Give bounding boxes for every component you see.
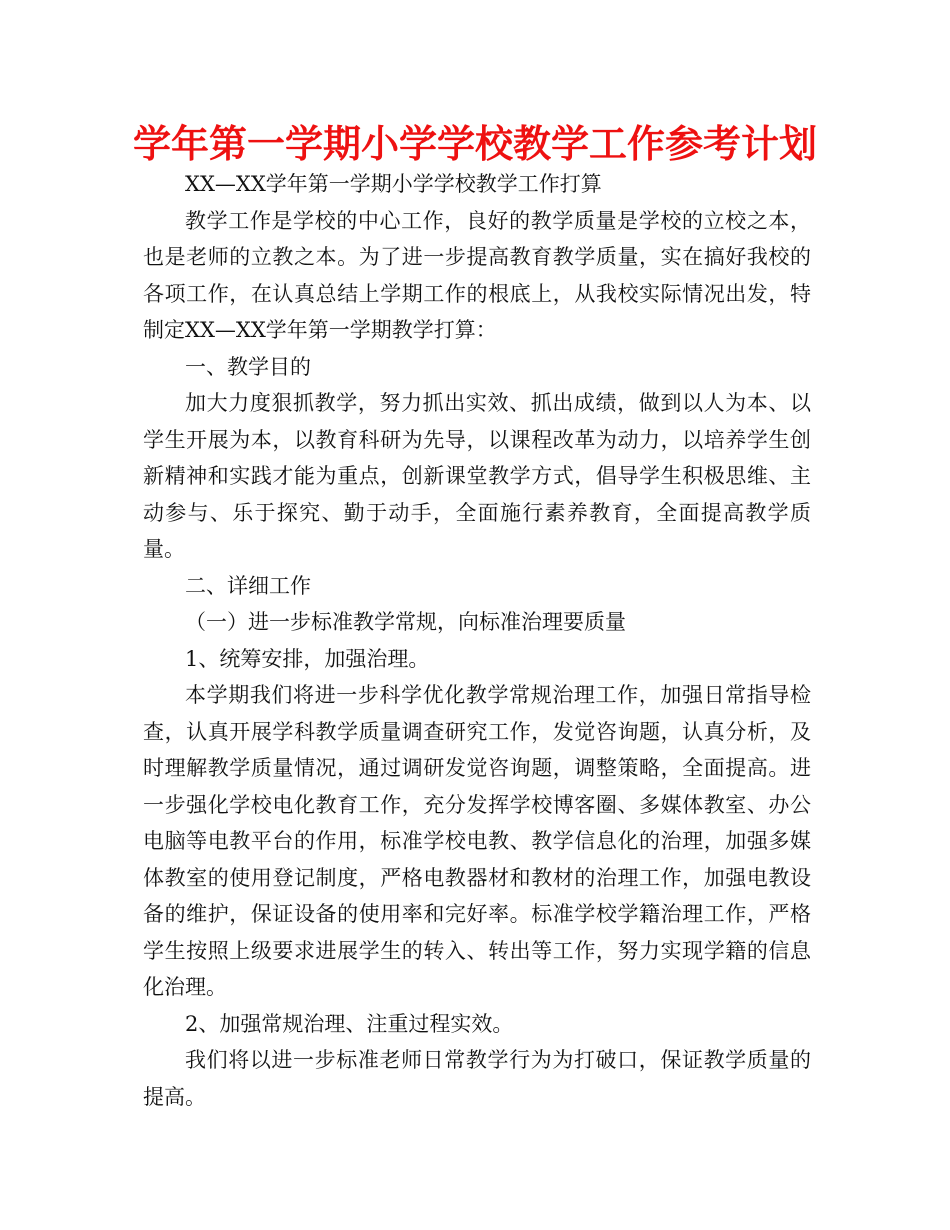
section-heading-1: 一、教学目的: [185, 354, 311, 379]
item-heading-2: 2、加强常规治理、注重过程实效。: [185, 1011, 514, 1036]
item-heading-1: 1、统筹安排，加强治理。: [185, 646, 430, 671]
document-title: 学年第一学期小学学校教学工作参考计划: [132, 122, 817, 166]
document-body: [143, 166, 811, 1115]
subsection-heading: （一）进一步标准教学常规，向标准治理要质量: [185, 610, 626, 634]
subtitle-paragraph: XX—XX学年第一学期小学学校教学工作打算: [185, 172, 602, 196]
body-paragraph: 本学期我们将进一步科学优化教学常规治理工作，加强日常指导检查，认真开展学科教学质量调查研究工作，发觉咨询题，认真分析，及时理解教学质量情况，通过调研发觉咨询题，调整策略，全面提高。进一步强化学校电化教育工作，充分发挥学校博客圈、多媒体教室、办公电脑等电教平台的作用，标准学校电教、教学信息化的治理，加强多媒体教室的使用登记制度，严格电教器材和教材的治理工作，加强电教设备的维护，保证设备的使用率和完好率。标准学校学籍治理工作，严格学生按照上级要求进展学生的转入、转出等工作，努力实现学籍的信息化治理。: [143, 683, 811, 999]
section-heading-2: 二、详细工作: [185, 573, 311, 598]
intro-paragraph: 教学工作是学校的中心工作，良好的教学质量是学校的立校之本，也是老师的立教之本。为了进一步提高教育教学质量，实在搞好我校的各项工作，在认真总结上学期工作的根底上，从我校实际情况出发，特制定XX—XX学年第一学期教学打算：: [143, 208, 811, 342]
body-paragraph: 我们将以进一步标准老师日常教学行为为打破口，保证教学质量的提高。: [143, 1048, 811, 1109]
body-paragraph: 加大力度狠抓教学，努力抓出实效、抓出成绩，做到以人为本、以学生开展为本，以教育科研为先导，以课程改革为动力，以培养学生创新精神和实践才能为重点，创新课堂教学方式，倡导学生积极思维、主动参与、乐于探究、勤于动手，全面施行素养教育，全面提高教学质量。: [143, 391, 811, 561]
